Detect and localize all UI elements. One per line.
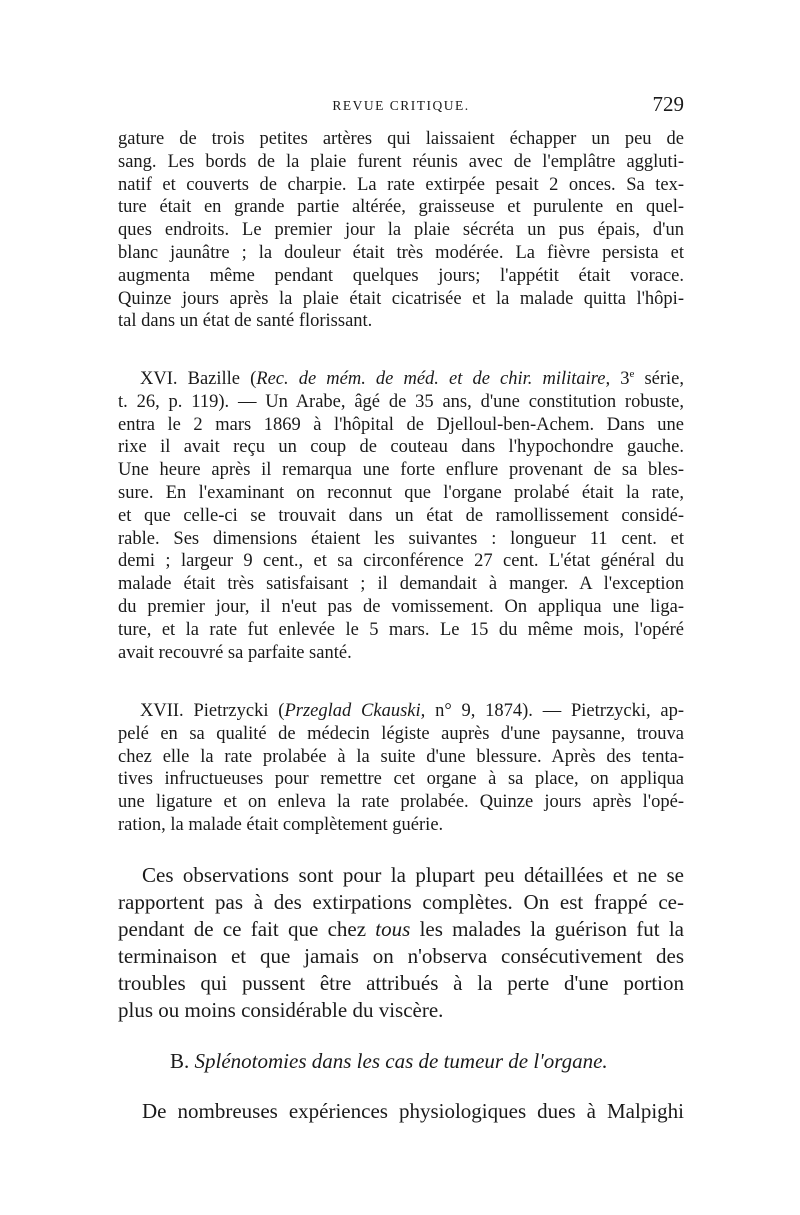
section-title: Splénotomies dans les cas de tumeur de l'organe. bbox=[194, 1049, 608, 1073]
text-line: avait recouvré sa parfaite santé. bbox=[118, 642, 352, 663]
paragraph-case-xvi bbox=[118, 368, 684, 664]
text-line: malade était très satisfaisant ; il demandait à manger. A l'exception bbox=[118, 574, 684, 595]
text-line: De nombreuses expériences physiologiques dues à Malpighi bbox=[142, 1099, 684, 1123]
text-line: ques endroits. Le premier jour la plaie sécréta un pus épais, d'un bbox=[118, 220, 684, 241]
text-line: Une heure après il remarqua une forte enflure provenant de sa bles- bbox=[118, 460, 684, 481]
text-line: t. 26, p. 119). — Un Arabe, âgé de 35 ans, d'une constitution robuste, bbox=[118, 391, 684, 412]
journal-title: Przeglad Ckauski, bbox=[284, 701, 426, 721]
paragraph-case-xv-end bbox=[118, 128, 684, 333]
text-line: rapportent pas à des extirpations complètes. On est frappé ce- bbox=[118, 890, 684, 914]
emphasis: tous bbox=[375, 917, 411, 941]
text-fragment: les malades la guérison fut la bbox=[419, 917, 684, 941]
section-letter: B. bbox=[170, 1049, 190, 1073]
case-author: Bazille bbox=[187, 369, 241, 389]
text-line: ture, et la rate fut enlevée le 5 mars. Le 15 du même mois, l'opéré bbox=[118, 619, 684, 640]
text-line bbox=[118, 916, 684, 943]
page-number: 729 bbox=[652, 92, 684, 116]
text-line: du premier jour, il n'eut pas de vomissement. On appliqua une liga- bbox=[118, 596, 684, 617]
text-line: et que celle-ci se trouvait dans un état de ramollissement considé- bbox=[118, 505, 684, 526]
paragraph-splenotomies-intro bbox=[118, 1098, 684, 1125]
running-title: REVUE CRITIQUE. bbox=[332, 98, 470, 113]
text-line: terminaison et que jamais on n'observa consécutivement des bbox=[118, 944, 684, 968]
text-line: une ligature et on enleva la rate prolabée. Quinze jours après l'opé- bbox=[118, 792, 684, 813]
page-header bbox=[118, 92, 684, 120]
journal-title: Rec. de mém. de méd. et de chir. militaire, bbox=[256, 369, 611, 389]
text-fragment: pendant de ce fait que chez bbox=[118, 917, 367, 941]
text-line: augmenta même pendant quelques jours; l'appétit était vorace. bbox=[118, 265, 684, 286]
text-line: ration, la malade était complètement guérie. bbox=[118, 814, 444, 835]
paren-open: ( bbox=[250, 369, 257, 389]
text-line: tives infructueuses pour remettre cet organe à sa place, on appliqua bbox=[118, 769, 684, 790]
paragraph-observations-summary bbox=[118, 862, 684, 1024]
text-line: rable. Ses dimensions étaient les suivantes : longueur 11 cent. et bbox=[118, 528, 684, 549]
text-line: sure. En l'examinant on reconnut que l'organe prolabé était la rate, bbox=[118, 482, 684, 503]
text-line: chez elle la rate prolabée à la suite d'une blessure. Après des tenta- bbox=[118, 746, 684, 767]
text-line: blanc jaunâtre ; la douleur était très modérée. La fièvre persista et bbox=[118, 242, 684, 263]
text-line: demi ; largeur 9 cent., et sa circonférence 27 cent. L'état général du bbox=[118, 551, 684, 572]
text-line: entra le 2 mars 1869 à l'hôpital de Djelloul-ben-Achem. Dans une bbox=[118, 414, 684, 435]
text-line: pelé en sa qualité de médecin légiste auprès d'une paysanne, trouva bbox=[118, 723, 684, 744]
case-number: XVI. bbox=[140, 369, 178, 389]
section-subheading bbox=[118, 1048, 684, 1075]
case-author: Pietrzycki bbox=[193, 701, 269, 721]
reference-rest: n° 9, 1874). — Pietrzycki, ap- bbox=[435, 701, 685, 721]
text-line: troubles qui pussent être attribués à la perte d'une portion bbox=[118, 971, 684, 995]
paragraph-case-xvii bbox=[118, 700, 684, 837]
case-heading-line bbox=[118, 368, 684, 391]
text-line: natif et couverts de charpie. La rate extirpée pesait 2 onces. Sa tex- bbox=[118, 174, 684, 195]
text-line: rixe il avait reçu un coup de couteau dans l'hypochondre gauche. bbox=[118, 437, 684, 458]
text-line: ture était en grande partie altérée, graisseuse et purulente en quel- bbox=[118, 197, 684, 218]
text-line: Ces observations sont pour la plupart peu détaillées et ne se bbox=[142, 863, 684, 887]
series-superscript: e bbox=[629, 367, 635, 380]
text-line: gature de trois petites artères qui laissaient échapper un peu de bbox=[118, 129, 684, 149]
text-line: plus ou moins considérable du viscère. bbox=[118, 998, 444, 1022]
series-word: série, bbox=[644, 369, 685, 389]
text-line: tal dans un état de santé florissant. bbox=[118, 311, 373, 332]
series-number: 3 bbox=[620, 369, 630, 389]
text-line: sang. Les bords de la plaie furent réunis avec de l'emplâtre aggluti- bbox=[118, 151, 684, 172]
case-heading-line bbox=[118, 700, 684, 723]
paren-open: ( bbox=[278, 701, 285, 721]
text-line: Quinze jours après la plaie était cicatrisée et la malade quitta l'hôpi- bbox=[118, 288, 684, 309]
case-number: XVII. bbox=[140, 701, 184, 721]
